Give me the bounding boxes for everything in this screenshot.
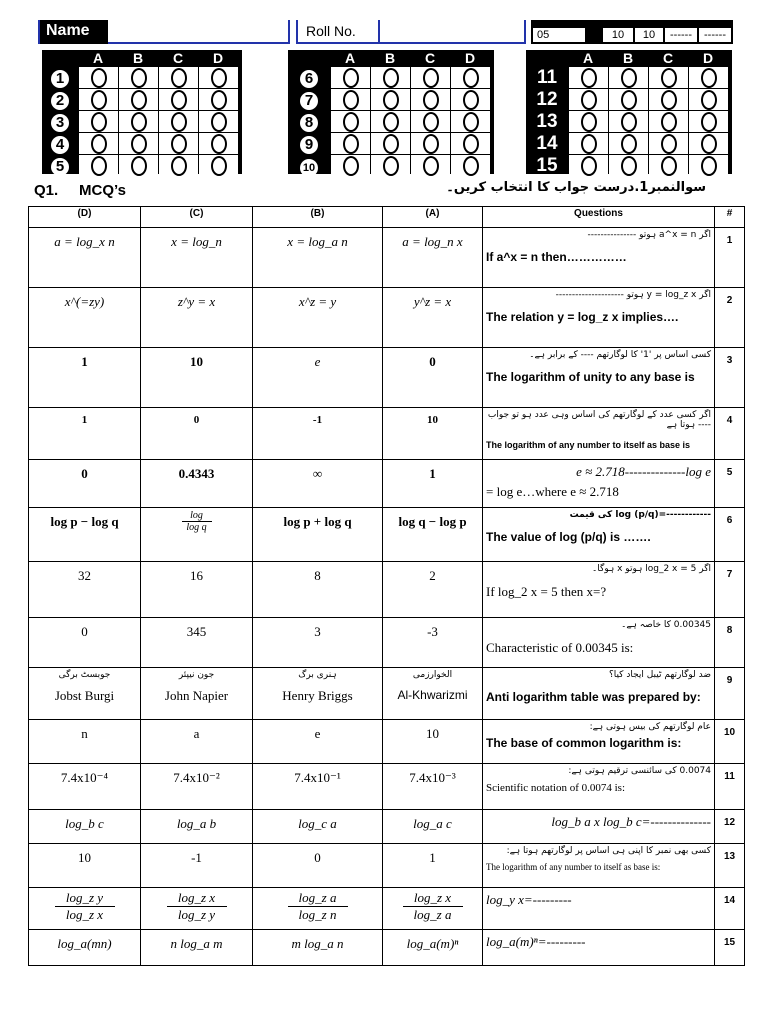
- answer-bubble[interactable]: [331, 67, 370, 88]
- question-text: = log e…where e ≈ 2.718: [486, 484, 619, 499]
- answer-bubble[interactable]: [609, 67, 648, 88]
- answer-bubble[interactable]: [609, 111, 648, 132]
- option-d[interactable]: 32: [78, 568, 91, 583]
- option-c-denominator[interactable]: log_z y: [167, 906, 227, 923]
- answer-bubble[interactable]: [79, 67, 118, 88]
- table-row: [29, 348, 745, 408]
- answer-bubble[interactable]: [609, 133, 648, 154]
- question-text: The logarithm of unity to any base is: [486, 370, 695, 384]
- table-row: [29, 764, 745, 810]
- table-row: [29, 408, 745, 460]
- name-label: Name: [40, 20, 108, 44]
- option-a-denominator[interactable]: log_z a: [403, 906, 463, 923]
- option-b[interactable]: ∞: [312, 466, 323, 481]
- question-number: 9: [726, 675, 733, 686]
- mcq-table: [28, 206, 745, 966]
- option-d[interactable]: 10: [78, 850, 91, 865]
- answer-bubble[interactable]: [199, 67, 238, 88]
- option-b[interactable]: Henry Briggs: [282, 688, 353, 703]
- grid-col-c: C: [662, 50, 674, 66]
- answer-bubble[interactable]: [331, 89, 370, 110]
- question-text: log_y x=---------: [486, 892, 572, 907]
- answer-bubble[interactable]: [119, 133, 158, 154]
- option-d[interactable]: log_b c: [65, 816, 104, 831]
- table-row: [29, 228, 745, 288]
- answer-bubble[interactable]: [371, 155, 410, 176]
- option-b[interactable]: 0: [314, 850, 321, 865]
- answer-bubble[interactable]: [119, 89, 158, 110]
- option-b[interactable]: 3: [314, 624, 321, 639]
- option-b[interactable]: x^z = y: [298, 294, 337, 309]
- grid-row-number: 11: [536, 67, 558, 88]
- option-b-numerator[interactable]: log_z a: [298, 890, 337, 905]
- answer-bubble[interactable]: [689, 89, 728, 110]
- answer-bubble[interactable]: [451, 89, 490, 110]
- answer-bubble[interactable]: [331, 111, 370, 132]
- option-c[interactable]: a: [193, 726, 200, 741]
- grid-row-number: 3: [51, 114, 69, 132]
- option-a[interactable]: 10: [427, 414, 438, 426]
- question-text: log_b a x log_b c=--------------: [551, 814, 711, 829]
- option-b[interactable]: -1: [312, 414, 323, 426]
- header-b: (B): [253, 207, 383, 228]
- question-text: The relation y = log_z x implies….: [486, 310, 679, 324]
- question-urdu: ضد لوگارتھم ٹیبل ایجاد کیا؟: [608, 670, 711, 680]
- section-title: Q1. MCQ’s: [34, 182, 126, 199]
- mini-cell: ------: [699, 28, 731, 42]
- table-row: [29, 288, 745, 348]
- question-urdu: اگر log_2 x = 5 ہوتو x ہوگا۔: [592, 564, 711, 574]
- answer-bubble[interactable]: [569, 67, 608, 88]
- answer-bubble[interactable]: [451, 133, 490, 154]
- option-c[interactable]: x = log_n: [171, 234, 222, 249]
- question-number: 6: [726, 515, 733, 526]
- question-text: Characteristic of 0.00345 is:: [486, 640, 634, 655]
- grid-row-number: 14: [536, 133, 558, 154]
- question-number: 13: [723, 851, 736, 862]
- question-urdu: عام لوگارتھم کی بیس ہوتی ہے:: [589, 722, 711, 732]
- answer-bubble[interactable]: [79, 155, 118, 176]
- grid-row-number: 10: [300, 159, 318, 177]
- question-text: If log_2 x = 5 then x=?: [486, 584, 607, 599]
- option-a[interactable]: 10: [426, 726, 439, 741]
- question-text: Anti logarithm table was prepared by:: [486, 690, 701, 704]
- option-a[interactable]: -3: [427, 624, 438, 639]
- answer-bubble[interactable]: [689, 67, 728, 88]
- option-b[interactable]: 8: [314, 568, 321, 583]
- table-row: [29, 460, 745, 508]
- option-d[interactable]: x^(=zy): [64, 294, 105, 309]
- question-number: 3: [726, 355, 733, 366]
- option-c[interactable]: John Napier: [164, 688, 229, 703]
- grid-col-c: C: [172, 50, 184, 66]
- option-b-denominator[interactable]: log_z n: [288, 906, 348, 923]
- table-row: [29, 618, 745, 668]
- question-number: 5: [726, 467, 733, 478]
- answer-grid-1: [42, 50, 242, 174]
- answer-bubble[interactable]: [451, 67, 490, 88]
- question-urdu: 0.00345 کا خاصہ ہے۔: [621, 620, 711, 630]
- grid-col-d: D: [702, 50, 714, 66]
- option-b[interactable]: x = log_a n: [287, 234, 348, 249]
- option-b-urdu[interactable]: ہنری برگ: [298, 670, 337, 680]
- grid-col-a: A: [582, 50, 594, 66]
- option-c-numerator[interactable]: log: [190, 510, 203, 521]
- question-text: log_a(m)ⁿ=---------: [486, 934, 586, 949]
- answer-bubble[interactable]: [609, 89, 648, 110]
- answer-bubble[interactable]: [199, 133, 238, 154]
- question-text: The value of log (p/q) is …….: [486, 530, 651, 544]
- option-a[interactable]: 1: [429, 466, 436, 481]
- mini-cell: 10: [603, 28, 633, 42]
- answer-bubble[interactable]: [649, 133, 688, 154]
- grid-col-a: A: [92, 50, 104, 66]
- option-c-numerator[interactable]: log_z x: [177, 890, 216, 905]
- answer-bubble[interactable]: [649, 155, 688, 176]
- answer-bubble[interactable]: [159, 155, 198, 176]
- answer-grid-3: [526, 50, 732, 174]
- answer-bubble[interactable]: [569, 111, 608, 132]
- mini-cell: 05: [533, 28, 585, 42]
- option-c-denominator[interactable]: log q: [182, 521, 212, 533]
- option-d[interactable]: 0: [81, 624, 88, 639]
- option-a-numerator[interactable]: log_z x: [413, 890, 452, 905]
- table-header: [29, 207, 745, 228]
- answer-bubble[interactable]: [411, 111, 450, 132]
- grid-row-number: 13: [536, 111, 558, 132]
- question-number: 8: [726, 625, 733, 636]
- answer-bubble[interactable]: [371, 89, 410, 110]
- table-row: [29, 888, 745, 930]
- question-text: The base of common logarithm is:: [486, 736, 682, 750]
- option-d[interactable]: 0: [81, 466, 88, 481]
- option-b[interactable]: 7.4x10⁻¹: [294, 770, 341, 785]
- grid-col-d: D: [212, 50, 224, 66]
- grid-row-number: 5: [51, 158, 69, 176]
- answer-bubble[interactable]: [689, 133, 728, 154]
- grid-row-number: 6: [300, 70, 318, 88]
- answer-bubble[interactable]: [569, 133, 608, 154]
- answer-bubble[interactable]: [411, 133, 450, 154]
- answer-bubble[interactable]: [411, 67, 450, 88]
- answer-bubble[interactable]: [331, 133, 370, 154]
- option-d[interactable]: 1: [81, 354, 88, 369]
- header-questions: Questions: [483, 207, 715, 228]
- question-text: The logarithm of any number to itself as base is:: [486, 862, 661, 872]
- option-a[interactable]: 1: [429, 850, 436, 865]
- answer-bubble[interactable]: [569, 89, 608, 110]
- answer-bubble[interactable]: [649, 111, 688, 132]
- option-a[interactable]: 7.4x10⁻³: [409, 770, 456, 785]
- option-a[interactable]: a = log_n x: [402, 234, 463, 249]
- option-c[interactable]: 7.4x10⁻²: [173, 770, 220, 785]
- option-c[interactable]: 0.4343: [178, 466, 215, 481]
- answer-bubble[interactable]: [159, 67, 198, 88]
- grid-row-number: 12: [536, 89, 558, 110]
- option-c[interactable]: -1: [191, 850, 202, 865]
- table-row: [29, 508, 745, 562]
- question-number: 4: [726, 415, 733, 426]
- header-number: #: [715, 207, 745, 228]
- answer-bubble[interactable]: [689, 155, 728, 176]
- answer-bubble[interactable]: [79, 133, 118, 154]
- answer-bubble[interactable]: [649, 89, 688, 110]
- answer-grid-2: [288, 50, 494, 174]
- grid-col-c: C: [424, 50, 436, 66]
- answer-bubble[interactable]: [411, 89, 450, 110]
- question-number: 12: [723, 817, 736, 828]
- question-urdu: ------------=log (p/q) کی قیمت: [569, 510, 711, 520]
- grid-row-number: 9: [300, 136, 318, 154]
- grid-col-d: D: [464, 50, 476, 66]
- header-d: (D): [29, 207, 141, 228]
- option-d[interactable]: n: [81, 726, 88, 741]
- option-a[interactable]: log_a(m)ⁿ: [406, 936, 459, 951]
- grid-col-b: B: [384, 50, 396, 66]
- option-d-urdu[interactable]: جوبسٹ برگی: [58, 670, 111, 680]
- answer-bubble[interactable]: [371, 133, 410, 154]
- option-b[interactable]: log_c a: [298, 816, 337, 831]
- option-b[interactable]: e: [314, 354, 321, 369]
- question-number: 15: [723, 937, 736, 948]
- question-urdu: کسی اساس پر '1' کا لوگارتھم ---- کے برابر ہے۔: [529, 350, 711, 360]
- option-a[interactable]: Al-Khwarizmi: [397, 688, 468, 702]
- question-urdu: اگر کسی عدد کے لوگارتھم کی اساس وہی عدد ہو تو جواب ---- ہوتا ہے: [487, 410, 711, 430]
- question-text: Scientific notation of 0.0074 is:: [486, 782, 626, 794]
- option-a-urdu[interactable]: الخوارزمی: [412, 670, 453, 680]
- option-b[interactable]: log p + log q: [283, 514, 352, 529]
- question-number: 1: [726, 235, 733, 246]
- answer-bubble[interactable]: [569, 155, 608, 176]
- option-a[interactable]: log_a c: [413, 816, 452, 831]
- option-d[interactable]: log_a(mn): [57, 936, 112, 951]
- grid-row-number: 4: [51, 136, 69, 154]
- question-urdu: 0.0074 کی سائنسی ترقیم ہوتی ہے:: [568, 766, 711, 776]
- question-text-line1: e ≈ 2.718--------------log e: [576, 464, 711, 479]
- mini-cell: ------: [665, 28, 697, 42]
- table-row: [29, 930, 745, 966]
- table-row: [29, 668, 745, 720]
- option-c-urdu[interactable]: جون نیپئر: [178, 670, 215, 680]
- table-row: [29, 810, 745, 844]
- option-d[interactable]: 7.4x10⁻⁴: [60, 770, 109, 785]
- question-number: 2: [726, 295, 733, 306]
- question-text: The logarithm of any number to itself as base is: [486, 440, 691, 450]
- grid-col-a: A: [344, 50, 356, 66]
- roll-label: Roll No.: [298, 20, 380, 44]
- answer-bubble[interactable]: [411, 155, 450, 176]
- mini-cell: 10: [635, 28, 663, 42]
- question-text: If a^x = n then……………: [486, 250, 627, 264]
- option-d-numerator[interactable]: log_z y: [65, 890, 104, 905]
- answer-bubble[interactable]: [199, 155, 238, 176]
- option-a[interactable]: 0: [429, 354, 436, 369]
- header-c: (C): [141, 207, 253, 228]
- answer-bubble[interactable]: [119, 155, 158, 176]
- option-c[interactable]: z^y = x: [177, 294, 216, 309]
- header-a: (A): [383, 207, 483, 228]
- answer-bubble[interactable]: [199, 89, 238, 110]
- grid-row-number: 8: [300, 114, 318, 132]
- question-number: 10: [723, 727, 736, 738]
- answer-bubble[interactable]: [371, 111, 410, 132]
- option-c[interactable]: 16: [190, 568, 203, 583]
- question-urdu: اگر a^x = n ہوتو ---------------: [587, 230, 711, 240]
- option-a[interactable]: 2: [429, 568, 436, 583]
- grid-row-number: 7: [300, 92, 318, 110]
- answer-bubble[interactable]: [119, 111, 158, 132]
- grid-col-b: B: [622, 50, 634, 66]
- answer-bubble[interactable]: [79, 111, 118, 132]
- grid-row-number: 2: [51, 92, 69, 110]
- option-d-denominator[interactable]: log_z x: [55, 906, 115, 923]
- grid-row-number: 15: [536, 155, 558, 176]
- question-number: 14: [723, 895, 736, 906]
- option-c[interactable]: 0: [193, 414, 200, 426]
- option-a[interactable]: log q − log p: [398, 514, 467, 529]
- answer-bubble[interactable]: [649, 67, 688, 88]
- option-b[interactable]: m log_a n: [291, 936, 344, 951]
- option-c[interactable]: 10: [190, 354, 203, 369]
- option-d[interactable]: 1: [81, 414, 88, 426]
- answer-bubble[interactable]: [609, 155, 648, 176]
- mini-table: [531, 20, 733, 44]
- answer-bubble[interactable]: [119, 67, 158, 88]
- question-urdu: کسی بھی نمبر کا اپنی ہی اساس پر لوگارتھم ہوتا ہے:: [506, 846, 711, 856]
- answer-bubble[interactable]: [199, 111, 238, 132]
- option-d[interactable]: Jobst Burgi: [54, 688, 115, 703]
- option-c[interactable]: n log_a m: [170, 936, 223, 951]
- question-number: 11: [724, 771, 735, 782]
- question-urdu: اگر y = log_z x ہوتو ---------------------: [555, 290, 711, 300]
- answer-bubble[interactable]: [159, 89, 198, 110]
- answer-bubble[interactable]: [159, 111, 198, 132]
- answer-bubble[interactable]: [159, 133, 198, 154]
- question-number: 7: [726, 569, 733, 580]
- table-row: [29, 844, 745, 888]
- option-c[interactable]: log_a b: [176, 816, 217, 831]
- answer-bubble[interactable]: [79, 89, 118, 110]
- answer-bubble[interactable]: [689, 111, 728, 132]
- grid-row-number: 1: [51, 70, 69, 88]
- section-title-urdu: سوالنمبر1.درست جواب کا انتخاب کریں۔: [446, 180, 706, 195]
- option-d[interactable]: a = log_x n: [54, 234, 115, 249]
- answer-bubble[interactable]: [451, 155, 490, 176]
- option-b[interactable]: e: [314, 726, 321, 741]
- table-row: [29, 720, 745, 764]
- option-d[interactable]: log p − log q: [50, 514, 119, 529]
- option-a[interactable]: y^z = x: [413, 294, 452, 309]
- answer-bubble[interactable]: [331, 155, 370, 176]
- option-c[interactable]: 345: [186, 624, 207, 639]
- table-row: [29, 562, 745, 618]
- answer-bubble[interactable]: [451, 111, 490, 132]
- answer-bubble[interactable]: [371, 67, 410, 88]
- grid-col-b: B: [132, 50, 144, 66]
